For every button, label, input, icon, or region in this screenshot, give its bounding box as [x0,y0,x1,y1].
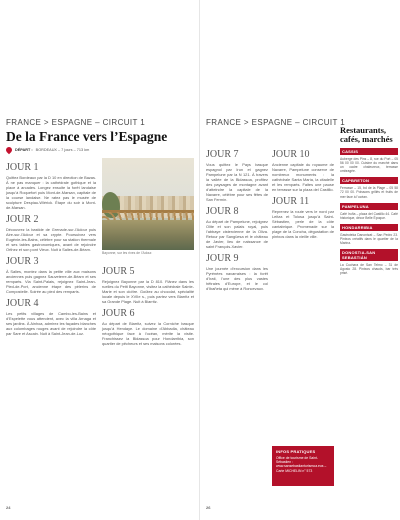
right-column-a [206,150,268,291]
depart-line [6,147,191,153]
page-number: 24 [6,505,11,510]
sidebar-section-label: CAPBRETON [340,177,398,184]
left-kicker: FRANCE > ESPAGNE – CIRCUIT 1 [6,118,146,127]
sidebar-section-label: PAMPELUNA [340,203,398,210]
day-heading: JOUR 8 [206,206,239,217]
location-pin-icon [5,146,13,154]
depart-value: BORDEAUX – 7 jours – 713 km [35,148,90,152]
day-text: Les petits villages de Cambo-les-Bains et d’Espelette vous attendent, avec la villa Arnaga et ses jardins. À Ainhoa, admirez les façades blanches aux colombages rouges avant de rejoindre la côte par Sare et Ascain. Nuit à Saint-Jean-de-Luz. [6,311,96,336]
info-box [272,446,334,486]
day-heading: JOUR 7 [206,149,239,160]
sidebar-section-text: Gastroteka Danontzat – San Pedro 23. Pintxos créatifs dans le quartier de la Marina. [340,232,398,246]
day-text: Une journée d’excursion dans les Pyrénées navarraises : la forêt d’Irati, l’une des plus vastes hêtraies d’Europe, et le col d’Ibañeta qui mène à Roncevaux. [206,266,268,291]
sidebar-section-label: DONOSTIA-SAN SEBASTIÁN [340,249,398,261]
day-text: Rejoignez Bayonne par la D 810. Flânez dans les ruelles du Petit Bayonne, visitez la cathédrale Sainte-Marie et son cloître. Goûtez au chocolat, spécialité locale depuis le XVIIe s., puis partez vers Biarritz et sa Grande Plage. Nuit à Biarritz. [102,279,194,304]
sidebar-section-text: Auberge des Pins – 8, rue du Port – 05 56 00 00 00. Cuisine du marché dans un cadre chaleureux, terrasse ombragée. [340,157,398,174]
restaurants-sidebar [340,126,398,275]
page-number: 26 [206,505,211,510]
left-column [6,158,96,336]
page-title: De la France vers l’Espagne [6,129,168,144]
day-text: Au départ de Biarritz, suivez la Corniche basque jusqu’à Hendaye. Le domaine d’Abbadia, château néogothique face à l’océan, mérite la visite. Franchissez la Bidassoa pour Hondarribia, son quartier de pêcheurs et ses maisons colorées. [102,321,194,346]
day-heading: JOUR 9 [206,253,239,264]
day-heading: JOUR 1 [6,162,39,173]
sidebar-section-text: La Cuchara de San Telmo – 31 de Agosto 28. Pintxos chauds, bar très prisé. [340,263,398,276]
day-text: Ancienne capitale du royaume de Navarre, Pampelune conserve de nombreux monuments : la cathédrale Santa María, la citadelle et les remparts. Faites une pause en terrasse sur la plaza del Castillo. [272,162,334,192]
day-text: À Salies, montez dans la petite ville aux maisons anciennes puis gagnez Sauveterre-de-Béarn et ses remparts. Via Saint-Palais, rejoignez Saint-Jean-Pied-de-Port, ancienne étape des pèlerins de Compostelle. Soirée au pied des remparts. [6,269,96,294]
right-page [200,0,400,520]
day-heading: JOUR 6 [102,308,135,319]
sidebar-section-label: HONDARRIBIA [340,224,398,231]
bayonne-photo [102,158,194,250]
day-text: Vous quittez le Pays basque espagnol par Irun et gagnez Pampelune par la N 121. À travers la vallée de la Bidassoa, profitez des paysages de montagne avant d’atteindre la capitale de la Navarre, célèbre pour ses fêtes de San Fermín. [206,162,268,202]
day-heading: JOUR 4 [6,298,39,309]
day-heading: JOUR 3 [6,256,39,267]
day-text: Au départ de Pampelune, rejoignez Olite et son palais royal, puis l’abbaye cistercienne de la Oliva. Retour par Sangüesa et le château de Javier, lieu de naissance de saint François-Xavier. [206,219,268,249]
depart-label: DÉPART : [15,148,33,152]
day-text: Quittez Bordeaux par la D 10 en direction de Bazas. À ne pas manquer : la cathédrale gothique et la place à arcades. Longez ensuite la forêt landaise jusqu’à Roquefort puis Mont-de-Marsan, capitale de la course landaise. Ne ratez pas le musée de sculpture Despiau-Wlérick. Étape du soir à Mont-de-Marsan. [6,175,96,210]
middle-column [102,262,194,346]
sidebar-section-text: Café Iruña – plaza del Castillo 44. Café historique, décor Belle Époque. [340,211,398,220]
day-heading: JOUR 5 [102,266,135,277]
info-box-text: Office de tourisme de Saint-Sébastien : www.sansebastianturismoa.eus – Carte MICHELIN n° 573 [276,456,327,473]
photo-caption: Bayonne, sur les rives de l’Adour. [102,251,153,255]
right-kicker: FRANCE > ESPAGNE – CIRCUIT 1 [206,118,346,127]
sidebar-section-label: CASSIS [340,148,398,155]
sidebar-title: Restaurants, cafés, marchés [340,125,393,144]
day-heading: JOUR 2 [6,214,39,225]
sidebar-section-text: Ferrasse – 15, bd de la Plage – 05 58 72 00 00. Poissons grillés et fruits de mer face à l’océan. [340,186,398,199]
day-heading: JOUR 11 [272,196,310,207]
day-text: Découvrez la bastide de Grenade-sur-l’Adour puis Aire-sur-l’Adour et sa crypte. Poursuivez vers Eugénie-les-Bains, célèbre pour sa station thermale et ses tables gastronomiques, avant de rejoindre Orthez et son pont Vieux. Nuit à Salies-de-Béarn. [6,227,96,252]
info-box-title: INFOS PRATIQUES [276,449,316,454]
day-heading: JOUR 10 [272,149,310,160]
right-column-b [272,150,334,239]
day-text: Reprenez la route vers le nord par Leitza et Tolosa jusqu’à Saint-Sébastien, perle de la côte cantabrique. Promenade sur la plage de la Concha, dégustation de pintxos dans la vieille ville. [272,209,334,239]
